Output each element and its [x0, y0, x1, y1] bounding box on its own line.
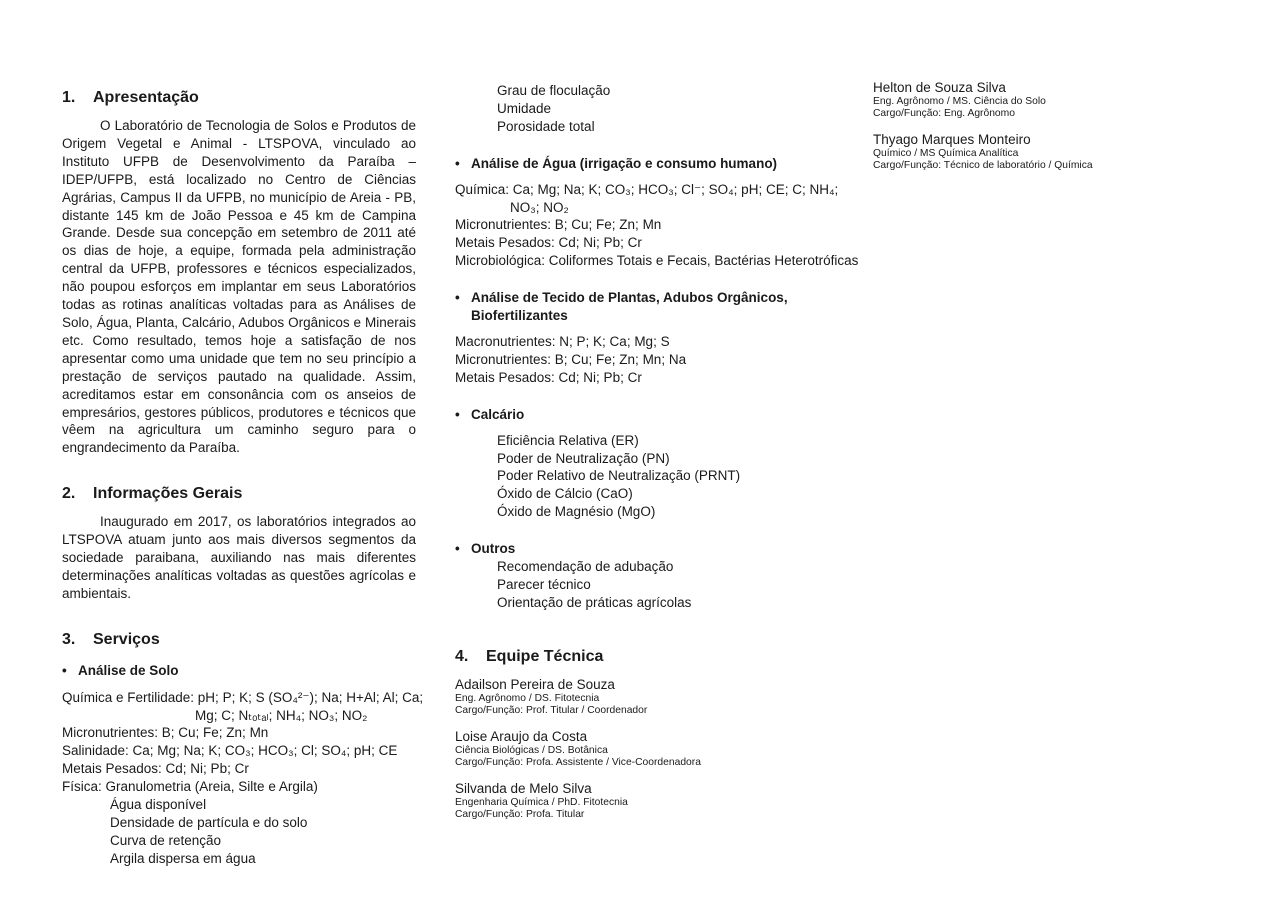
paragraph-apresentacao: O Laboratório de Tecnologia de Solos e Produtos de Origem Vegetal e Animal - LTSPOVA, vinculado ao Instituto UFPB de Desenvolvimento da Paraíba – IDEP/UFPB, está localizado no Centro de Ciências Agrárias, Campus II da UFPB, no município de Areia - PB, distante 145 km de João Pessoa e 45 km de Campina Grande. Desde sua concepção em setembro de 2011 até os dias de hoje, a equipe, formada pela administração central da UFPB, professores e técnicos especializados, não poupou esforços em implantar em seus Laboratórios todas as rotinas analíticas voltadas para as Análises de Solo, Água, Planta, Calcário, Adubos Orgânicos e Minerais etc. Como resultado, temos hoje a satisfação de nos apresentar como uma unidade que tem no seu princípio a prestação de serviços pautado na qualidade. Assim, acreditamos estar em consonância com os anseios de empresários, gestores públicos, produtores e técnicos que vêem na agricultura um caminho seguro para o engrandecimento da Paraíba. [62, 118, 416, 456]
team-member-degree: Eng. Agrônomo / DS. Fitotecnia [455, 692, 600, 704]
service-line: Química: Ca; Mg; Na; K; CO₃; HCO₃; Cl⁻; SO₄; pH; CE; C; NH₄; [455, 181, 839, 197]
bullet-icon: • [455, 290, 460, 306]
team-member [455, 729, 853, 769]
column-2 [455, 82, 859, 821]
column-1 [62, 88, 424, 868]
team-member-degree: Engenharia Química / PhD. Fitotecnia [455, 796, 628, 808]
service-line: Salinidade: Ca; Mg; Na; K; CO₃; HCO₃; Cl; SO₄; pH; CE [62, 743, 398, 759]
service-line: Metais Pesados: Cd; Ni; Pb; Cr [62, 761, 249, 777]
service-line: Micronutrientes: B; Cu; Fe; Zn; Mn [455, 217, 662, 233]
bullet-icon: • [455, 406, 460, 422]
bullet-title-wrap: Biofertilizantes [471, 308, 568, 324]
section-title: Apresentação [93, 89, 199, 106]
service-line: Curva de retenção [110, 832, 222, 848]
service-line: Microbiológica: Coliformes Totais e Fecais, Bactérias Heterotróficas [455, 253, 859, 269]
paragraph-informacoes-gerais: Inaugurado em 2017, os laboratórios integrados ao LTSPOVA atuam junto aos mais diversos segmentos da sociedade paraibana, auxiliando nas mais diferentes determinações analíticas voltadas as questões agrícolas e ambientais. [62, 514, 416, 601]
service-line: Orientação de práticas agrícolas [497, 594, 692, 610]
bullet-title: Análise de Tecido de Plantas, Adubos Orgânicos, [471, 290, 788, 306]
service-line: Física: Granulometria (Areia, Silte e Argila) [62, 779, 318, 795]
bullet-title: Análise de Água (irrigação e consumo humano) [471, 155, 778, 171]
service-line: Química e Fertilidade: pH; P; K; S (SO₄²⁻); Na; H+Al; Al; Ca; [62, 689, 424, 705]
service-line: Argila dispersa em água [110, 850, 256, 866]
section-heading-equipe-tecnica [455, 647, 853, 666]
service-line: Parecer técnico [497, 576, 591, 592]
service-line: Densidade de partícula e do solo [110, 815, 308, 830]
team-member-degree: Químico / MS Química Analítica [873, 148, 1019, 159]
service-line: Eficiência Relativa (ER) [497, 432, 639, 448]
service-line: Poder de Neutralização (PN) [497, 450, 670, 466]
bullet-analise-de-solo [62, 662, 416, 680]
team-member-degree: Eng. Agrônomo / MS. Ciência do Solo [873, 96, 1046, 107]
team-member-name: Silvanda de Melo Silva [455, 780, 592, 796]
team-member-role: Cargo/Função: Eng. Agrônomo [873, 108, 1015, 119]
bullet-icon: • [62, 662, 67, 678]
service-line: Metais Pesados: Cd; Ni; Pb; Cr [455, 369, 642, 385]
team-member-role: Cargo/Função: Profa. Titular [455, 808, 585, 820]
service-line: Recomendação de adubação [497, 559, 674, 575]
bullet-outros [455, 540, 853, 558]
service-line: Umidade [497, 100, 552, 116]
team-member-name: Loise Araujo da Costa [455, 728, 588, 744]
service-line: Grau de floculação [497, 83, 611, 98]
service-line: Água disponível [110, 797, 207, 813]
team-member-role: Cargo/Função: Técnico de laboratório / Química [873, 160, 1093, 171]
team-member-name: Adailson Pereira de Souza [455, 676, 615, 692]
section-heading-informacoes-gerais [62, 484, 416, 503]
bullet-title: Análise de Solo [78, 662, 179, 678]
team-member [455, 677, 853, 717]
bullet-calcario [455, 406, 853, 424]
team-member-name: Helton de Souza Silva [873, 80, 1006, 95]
section-title: Informações Gerais [93, 485, 243, 503]
team-member-name: Thyago Marques Monteiro [873, 132, 1031, 147]
service-line: Óxido de Magnésio (MgO) [497, 504, 656, 520]
section-number: 1. [62, 89, 76, 106]
service-line: Macronutrientes: N; P; K; Ca; Mg; S [455, 333, 670, 349]
bullet-icon: • [455, 541, 460, 557]
team-member-degree: Ciência Biológicas / DS. Botânica [455, 744, 608, 756]
service-line: Micronutrientes: B; Cu; Fe; Zn; Mn; Na [455, 351, 687, 367]
section-number: 4. [455, 647, 469, 665]
service-line: Mg; C; Nₜₒₜₐₗ; NH₄; NO₃; NO₂ [195, 707, 368, 723]
team-member-role: Cargo/Função: Prof. Titular / Coordenador [455, 704, 648, 716]
service-line: Micronutrientes: B; Cu; Fe; Zn; Mn [62, 725, 269, 741]
team-member [455, 781, 853, 821]
service-line: Poder Relativo de Neutralização (PRNT) [497, 468, 741, 484]
section-heading-apresentacao [62, 88, 416, 107]
section-number: 3. [62, 630, 76, 648]
section-title: Serviços [93, 630, 160, 648]
team-member-role: Cargo/Função: Profa. Assistente / Vice-Coordenadora [455, 756, 701, 768]
bullet-analise-de-tecido [455, 289, 853, 307]
bullet-title: Calcário [471, 406, 525, 422]
team-member [873, 80, 1268, 120]
service-line: Óxido de Cálcio (CaO) [497, 486, 633, 502]
bullet-analise-de-agua [455, 155, 853, 173]
bullet-title: Outros [471, 541, 516, 557]
service-line: NO₃; NO₂ [510, 199, 569, 215]
section-number: 2. [62, 485, 76, 503]
service-line: Metais Pesados: Cd; Ni; Pb; Cr [455, 235, 642, 251]
team-member [873, 132, 1268, 172]
section-heading-servicos [62, 630, 416, 649]
column-3 [873, 80, 1268, 172]
section-title: Equipe Técnica [486, 647, 604, 665]
service-line: Porosidade total [497, 118, 595, 134]
bullet-icon: • [455, 155, 460, 171]
